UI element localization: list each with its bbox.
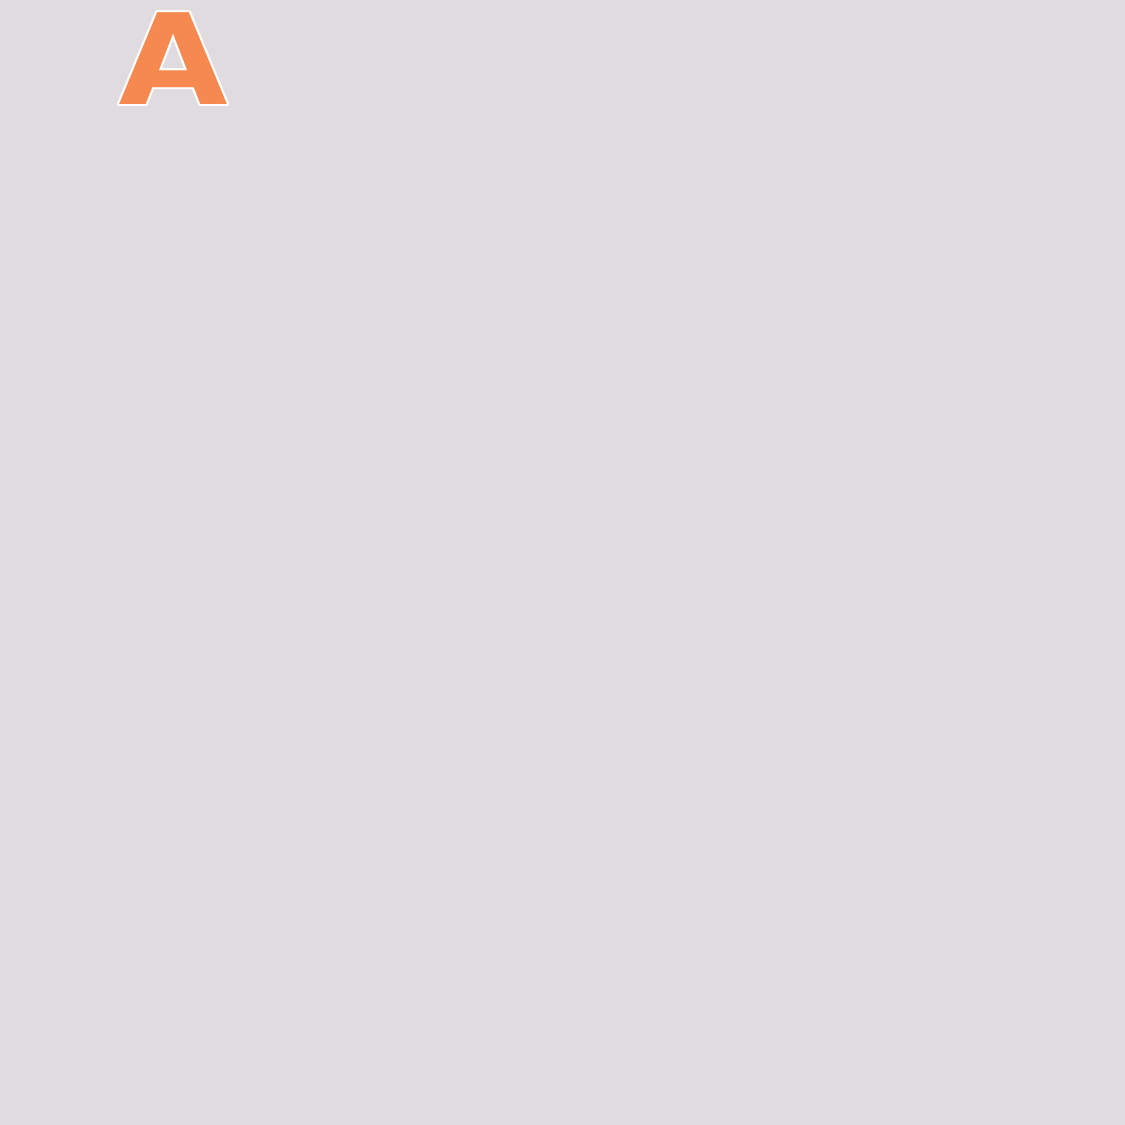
letter-a-text: A bbox=[118, 0, 228, 135]
